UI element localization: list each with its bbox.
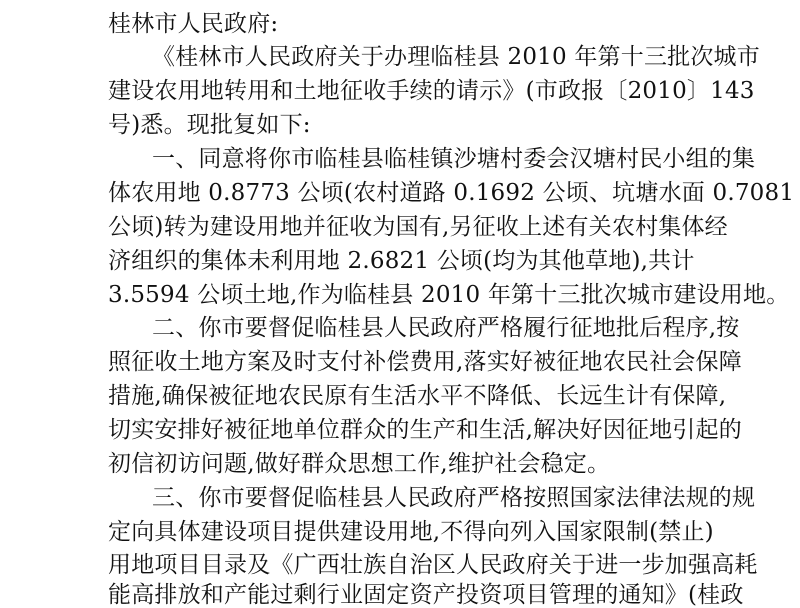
document-line: 号)悉。现批复如下: xyxy=(108,112,311,138)
paragraph-3-line: 能高排放和产能过剩行业固定资产投资项目管理的通知》(桂政 xyxy=(108,582,744,608)
paragraph-1-line: 体农用地 0.8773 公顷(农村道路 0.1692 公顷、坑塘水面 0.7081 xyxy=(108,180,795,206)
paragraph-3-line: 三、你市要督促临桂县人民政府严格按照国家法律法规的规 xyxy=(152,485,756,511)
paragraph-1-line: 济组织的集体未利用地 2.6821 公顷(均为其他草地),共计 xyxy=(108,248,695,274)
paragraph-2-line: 二、你市要督促临桂县人民政府严格履行征地批后程序,按 xyxy=(152,315,740,341)
paragraph-2-line: 初信初访问题,做好群众思想工作,维护社会稳定。 xyxy=(108,451,611,477)
paragraph-2-line: 切实安排好被征地单位群众的生产和生活,解决好因征地引起的 xyxy=(108,417,742,443)
paragraph-2-line: 措施,确保被征地农民原有生活水平不降低、长远生计有保障, xyxy=(108,383,727,409)
paragraph-3-line: 定向具体建设项目提供建设用地,不得向列入国家限制(禁止) xyxy=(108,519,714,545)
paragraph-1-line: 公顷)转为建设用地并征收为国有,另征收上述有关农村集体经 xyxy=(108,214,728,240)
paragraph-3-line: 用地项目目录及《广西壮族自治区人民政府关于进一步加强高耗 xyxy=(108,552,758,578)
addressee-line: 桂林市人民政府: xyxy=(108,11,279,37)
document-line: 建设农用地转用和土地征收手续的请示》(市政报〔2010〕143 xyxy=(108,78,755,104)
paragraph-1-line: 一、同意将你市临桂县临桂镇沙塘村委会汉塘村民小组的集 xyxy=(152,146,756,172)
paragraph-1-line: 3.5594 公顷土地,作为临桂县 2010 年第十三批次城市建设用地。 xyxy=(108,282,790,308)
paragraph-2-line: 照征收土地方案及时支付补偿费用,落实好被征地农民社会保障 xyxy=(108,349,742,375)
document-line: 《桂林市人民政府关于办理临桂县 2010 年第十三批次城市 xyxy=(152,44,760,70)
